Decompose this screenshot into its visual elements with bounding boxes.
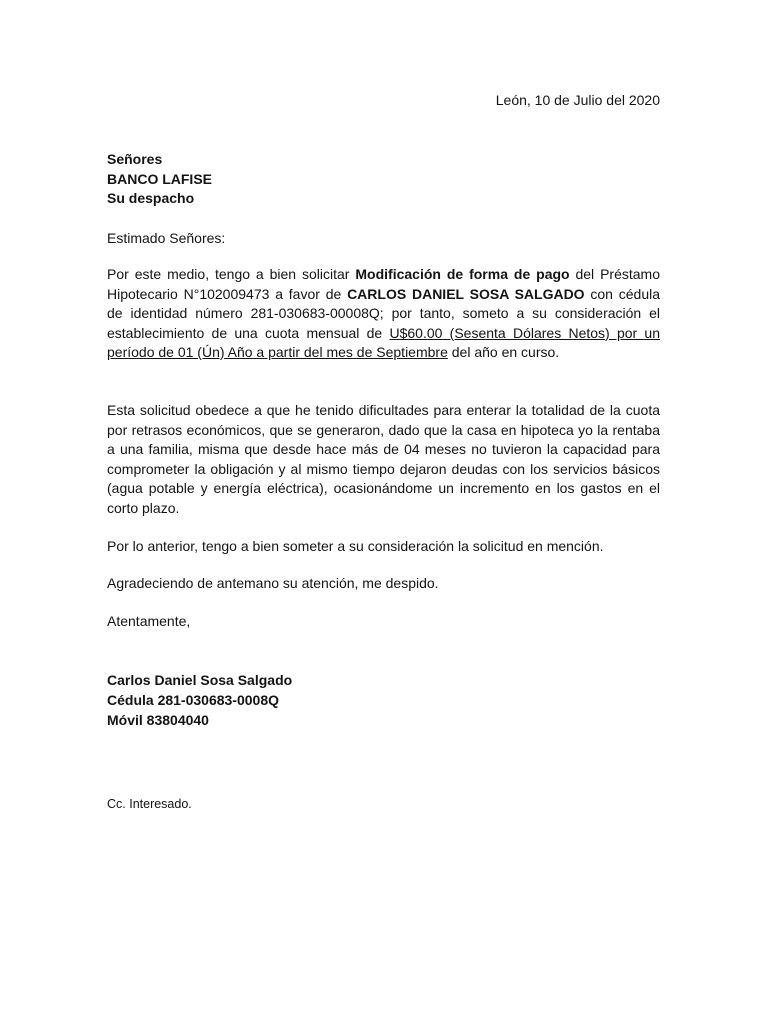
request-paragraph	[107, 265, 660, 363]
signer-id: Cédula 281-030683-0008Q	[107, 692, 279, 708]
request-intro-text: Por este medio, tengo a bien solicitar	[107, 266, 356, 282]
request-closing-text: del año en curso.	[447, 344, 560, 360]
payment-terms: U$60.00 (Sesenta Dólares Netos) por un período de 01 (Ún) Año a partir del mes de Septiembre	[107, 324, 661, 360]
borrower-name: CARLOS DANIEL SOSA SALGADO	[347, 285, 585, 302]
recipient-office: Su despacho	[107, 190, 195, 206]
loan-reference-text: del Préstamo Hipotecario N°102009473 a favor de	[107, 266, 660, 302]
recipient-block	[107, 150, 212, 209]
request-details-text: con cédula de identidad número 281-030683-00008Q; por tanto, someto a su consideración el establecimiento de una cuota mensual de	[107, 285, 660, 341]
recipient-salutation-title: Señores	[107, 151, 163, 167]
closing-phrase: Atentamente,	[107, 613, 191, 629]
letter-date: León, 10 de Julio del 2020	[495, 92, 660, 108]
salutation: Estimado Señores:	[107, 230, 226, 246]
carbon-copy-note: Cc. Interesado.	[107, 797, 192, 811]
consideration-paragraph: Por lo anterior, tengo a bien someter a su consideración la solicitud en mención.	[107, 538, 604, 554]
signer-name: Carlos Daniel Sosa Salgado	[107, 672, 293, 688]
recipient-bank-name: BANCO LAFISE	[107, 170, 212, 187]
thanks-paragraph: Agradeciendo de antemano su atención, me despido.	[107, 575, 439, 591]
justification-paragraph: Esta solicitud obedece a que he tenido dificultades para enterar la totalidad de la cuota por retrasos económicos, que se generaron, dado que la casa en hipoteca yo la rentaba a una familia, misma que desde hace más de 04 meses no tuvieron la capacidad para comprometer la obligación y al mismo tiempo dejaron deudas con los servicios básicos (agua potable y energía eléctrica), ocasionándome un incremento en los gastos en el corto plazo.	[107, 402, 660, 516]
signer-phone: Móvil 83804040	[107, 712, 209, 728]
request-subject: Modificación de forma de pago	[355, 266, 570, 282]
signature-block	[107, 670, 292, 730]
